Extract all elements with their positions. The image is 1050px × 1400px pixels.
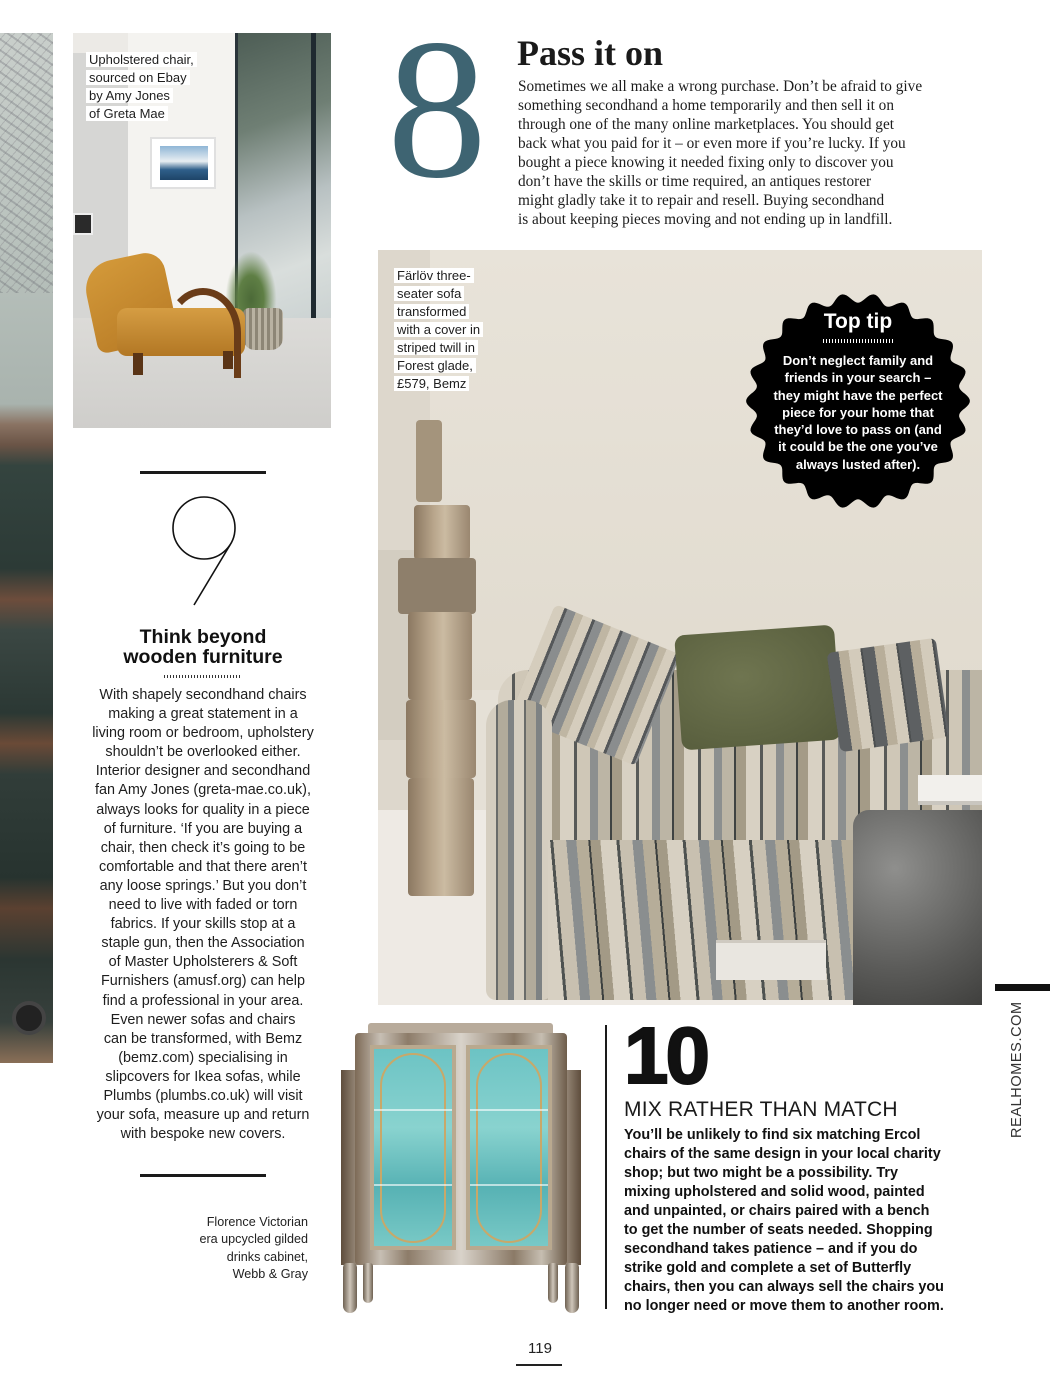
caption-line: drinks cabinet, <box>226 1249 308 1264</box>
section-divider <box>140 1174 266 1177</box>
cabinet-door-right <box>466 1045 552 1250</box>
title-line: wooden furniture <box>123 646 283 668</box>
cabinet-leg <box>565 1263 579 1313</box>
caption-line: striped twill in <box>394 340 478 355</box>
armchair-leg <box>133 353 143 375</box>
caption-line: £579, Bemz <box>394 376 469 391</box>
body-line: to get the number of seats needed. Shopping <box>624 1222 933 1239</box>
section-number-9 <box>160 495 250 615</box>
caption-line: transformed <box>394 304 469 319</box>
body-line: find a professional in your area. <box>102 992 304 1009</box>
cabinet-leg <box>548 1263 558 1303</box>
body-line: is about keeping pieces moving and not ending up in landfill. <box>518 211 893 228</box>
top-tip-title: Top tip <box>823 310 893 333</box>
caption-line: with a cover in <box>394 322 483 337</box>
granite-table <box>853 810 982 1005</box>
body-line: living room or bedroom, upholstery <box>92 725 314 742</box>
body-line: Even newer sofas and chairs <box>110 1011 296 1028</box>
body-line: no longer need or move them to another room. <box>624 1298 944 1315</box>
caption-line: Forest glade, <box>394 358 476 373</box>
caption-line: of Greta Mae <box>86 106 168 121</box>
section-9-title <box>80 627 326 667</box>
number-text: 10 <box>624 1011 707 1100</box>
body-line: of Master Upholsterers & Soft <box>108 954 298 971</box>
vertical-divider <box>605 1025 607 1309</box>
body-line: don’t have the skills or time required, an antiques restorer <box>518 173 872 190</box>
wood-log <box>408 778 474 896</box>
body-line: something secondhand a home temporarily and then sell it on <box>518 97 894 114</box>
trolley-wheel <box>12 1001 46 1035</box>
wood-log <box>406 700 476 778</box>
armchair-leg <box>223 351 233 369</box>
cabinet-caption <box>160 1214 308 1284</box>
body-line: With shapely secondhand chairs <box>99 687 307 703</box>
body-line: Interior designer and secondhand <box>95 763 311 780</box>
section-10-title: MIX RATHER THAN MATCH <box>624 1098 898 1121</box>
body-line: need to live with faded or torn <box>108 897 298 914</box>
body-line: shop; but two might be a possibility. Try <box>624 1165 898 1182</box>
cabinet-leg <box>363 1263 373 1303</box>
section-9-body <box>80 686 326 1144</box>
body-line: any loose springs.’ But you don’t <box>99 877 307 894</box>
body-line: fan Amy Jones (greta-mae.co.uk), <box>95 782 311 799</box>
wood-block <box>398 558 476 614</box>
book-stack <box>918 775 982 805</box>
body-line: secondhand takes patience – and if you do <box>624 1241 918 1258</box>
trolley-photo <box>0 33 53 1063</box>
body-line: Furnishers (amusf.org) can help <box>101 973 305 990</box>
tip-line: they’d love to pass on (and <box>774 422 942 438</box>
caption-line: Webb & Gray <box>232 1267 308 1282</box>
body-line: back what you paid for it – or even more if you’re lucky. If you <box>518 135 906 152</box>
body-line: with bespoke new covers. <box>120 1126 286 1143</box>
section-8-title: Pass it on <box>517 33 664 73</box>
section-8-body <box>518 77 988 229</box>
title-line: Think beyond <box>139 626 267 648</box>
top-tip-body <box>752 352 964 473</box>
cabinet-door-left <box>370 1045 456 1250</box>
svg-text:9: 9 <box>160 495 161 496</box>
body-line: shouldn’t be overlooked either. <box>105 744 301 761</box>
body-line: through one of the many online marketplaces. You should get <box>518 116 894 133</box>
body-line: slipcovers for Ikea sofas, while <box>105 1068 301 1085</box>
striped-cushion <box>827 638 950 752</box>
body-line: of furniture. ‘If you are buying a <box>103 820 303 837</box>
body-line: chairs, then you can always sell the chairs you <box>624 1279 944 1296</box>
section-10-body <box>624 1126 984 1316</box>
wood-block <box>414 505 470 560</box>
body-line: bought a piece knowing it needed fixing only to discover you <box>518 154 894 171</box>
framed-print <box>150 137 216 189</box>
site-url: REALHOMES.COM <box>1009 1001 1025 1138</box>
dotted-divider <box>823 339 893 343</box>
body-line: your sofa, measure up and return <box>96 1107 310 1124</box>
tip-line: they might have the perfect <box>773 387 943 403</box>
body-line: making a great statement in a <box>108 706 298 723</box>
sofa-arm <box>486 700 552 1000</box>
caption-line: Florence Victorian <box>206 1215 308 1229</box>
caption-line: sourced on Ebay <box>86 70 190 85</box>
wood-totem-top <box>416 420 442 502</box>
tip-line: it could be the one you’ve <box>778 439 938 455</box>
chair-caption <box>86 51 216 123</box>
body-line: Sometimes we all make a wrong purchase. Don’t be afraid to give <box>518 78 923 95</box>
green-cushion <box>674 625 842 751</box>
section-number-10 <box>624 1011 707 1100</box>
body-line: might gladly take it to repair and resell. Buying secondhand <box>518 192 885 209</box>
body-line: comfortable and that there aren’t <box>99 858 307 875</box>
sofa-caption <box>394 267 494 393</box>
section-number-8: 8 <box>387 0 487 220</box>
tip-line: piece for your home that <box>782 404 934 420</box>
caption-line: seater sofa <box>394 286 464 301</box>
tip-line: Don’t neglect family and <box>782 353 934 368</box>
window-frame <box>311 33 316 343</box>
section-divider <box>140 471 266 474</box>
small-picture <box>73 213 93 235</box>
dotted-divider <box>164 675 242 678</box>
book-stack <box>716 940 826 980</box>
wood-log <box>408 612 472 700</box>
tip-line: friends in your search – <box>784 370 932 386</box>
dried-branches <box>0 33 53 293</box>
tip-line: always lusted after). <box>795 456 921 472</box>
cabinet-leg <box>343 1263 357 1313</box>
body-line: fabrics. If your skills stop at a <box>110 916 296 933</box>
top-tip-badge <box>742 290 974 512</box>
body-line: strike gold and complete a set of Butterfly <box>624 1260 912 1277</box>
caption-line: Upholstered chair, <box>86 52 197 67</box>
body-line: Plumbs (plumbs.co.uk) will visit <box>103 1087 303 1104</box>
body-line: staple gun, then the Association <box>101 935 305 952</box>
page-number: 119 <box>528 1340 552 1357</box>
section-tab-marker <box>995 984 1050 991</box>
woven-basket <box>243 308 283 350</box>
caption-line: era upcycled gilded <box>199 1232 308 1247</box>
caption-line: Färlöv three- <box>394 268 474 283</box>
body-line: can be transformed, with Bemz <box>103 1030 303 1047</box>
body-line: always looks for quality in a piece <box>96 801 310 818</box>
body-line: You’ll be unlikely to find six matching Ercol <box>624 1127 921 1143</box>
body-line: mixing upholstered and solid wood, painted <box>624 1184 925 1201</box>
caption-line: by Amy Jones <box>86 88 173 103</box>
body-line: chair, then check it’s going to be <box>100 839 306 856</box>
body-line: (bemz.com) specialising in <box>118 1049 288 1066</box>
body-line: and unpainted, or chairs paired with a bench <box>624 1203 930 1220</box>
body-line: chairs of the same design in your local charity <box>624 1146 941 1163</box>
cabinet-photo <box>333 1015 588 1315</box>
page-number-underline <box>516 1364 562 1366</box>
